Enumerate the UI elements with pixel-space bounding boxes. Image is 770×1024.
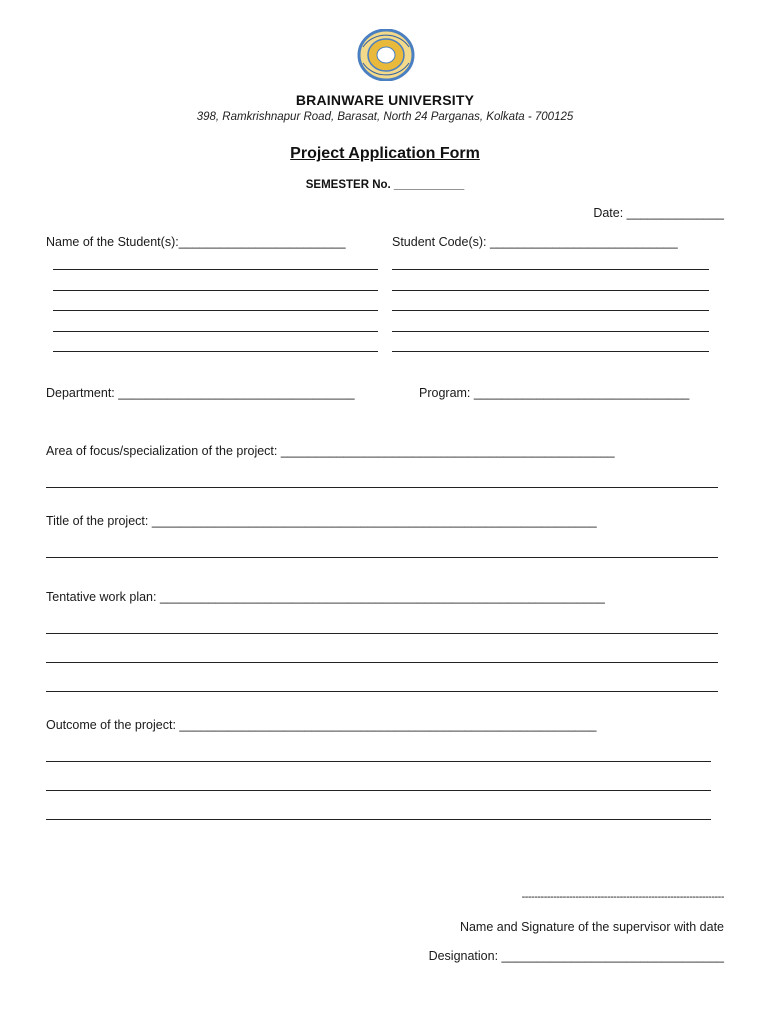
work-plan-field[interactable]: Tentative work plan: ________________________________________________________________ xyxy=(46,590,605,604)
student-code-line[interactable] xyxy=(392,351,709,352)
university-logo xyxy=(357,29,415,81)
signature-line[interactable]: ---------------------------------------------------------------- xyxy=(521,891,724,903)
form-title: Project Application Form xyxy=(290,145,480,162)
outcome-line[interactable] xyxy=(46,790,711,791)
outcome-field[interactable]: Outcome of the project: ____________________________________________________________ xyxy=(46,718,597,732)
program-field[interactable]: Program: _______________________________ xyxy=(419,386,690,400)
work-plan-line[interactable] xyxy=(46,691,718,692)
work-plan-line[interactable] xyxy=(46,662,718,663)
outcome-line[interactable] xyxy=(46,761,711,762)
student-code-line[interactable] xyxy=(392,310,709,311)
student-name-line[interactable] xyxy=(53,269,378,270)
university-name: BRAINWARE UNIVERSITY xyxy=(295,92,475,108)
date-field[interactable]: Date: ______________ xyxy=(593,206,724,220)
project-title-field[interactable]: Title of the project: ________________________________________________________________ xyxy=(46,514,597,528)
university-address: 398, Ramkrishnapur Road, Barasat, North 24 Parganas, Kolkata - 700125 xyxy=(196,111,574,123)
student-name-line[interactable] xyxy=(53,351,378,352)
student-name-line[interactable] xyxy=(53,331,378,332)
department-field[interactable]: Department: __________________________________ xyxy=(46,386,355,400)
work-plan-line[interactable] xyxy=(46,633,718,634)
university-seal-icon xyxy=(357,29,415,81)
outcome-line[interactable] xyxy=(46,819,711,820)
focus-area-field[interactable]: Area of focus/specialization of the project: ________________________________________________ xyxy=(46,444,615,458)
student-code-line[interactable] xyxy=(392,269,709,270)
student-code-line[interactable] xyxy=(392,290,709,291)
student-name-line[interactable] xyxy=(53,310,378,311)
signature-caption: Name and Signature of the supervisor with date xyxy=(459,920,724,934)
student-name-field[interactable]: Name of the Student(s):________________________ xyxy=(46,235,346,249)
student-code-field[interactable]: Student Code(s): ___________________________ xyxy=(392,235,678,249)
designation-field[interactable]: Designation: ________________________________ xyxy=(428,949,724,963)
student-name-line[interactable] xyxy=(53,290,378,291)
student-code-line[interactable] xyxy=(392,331,709,332)
project-title-line[interactable] xyxy=(46,557,718,558)
semester-field[interactable]: SEMESTER No. ___________ xyxy=(305,179,465,191)
focus-area-line[interactable] xyxy=(46,487,718,488)
